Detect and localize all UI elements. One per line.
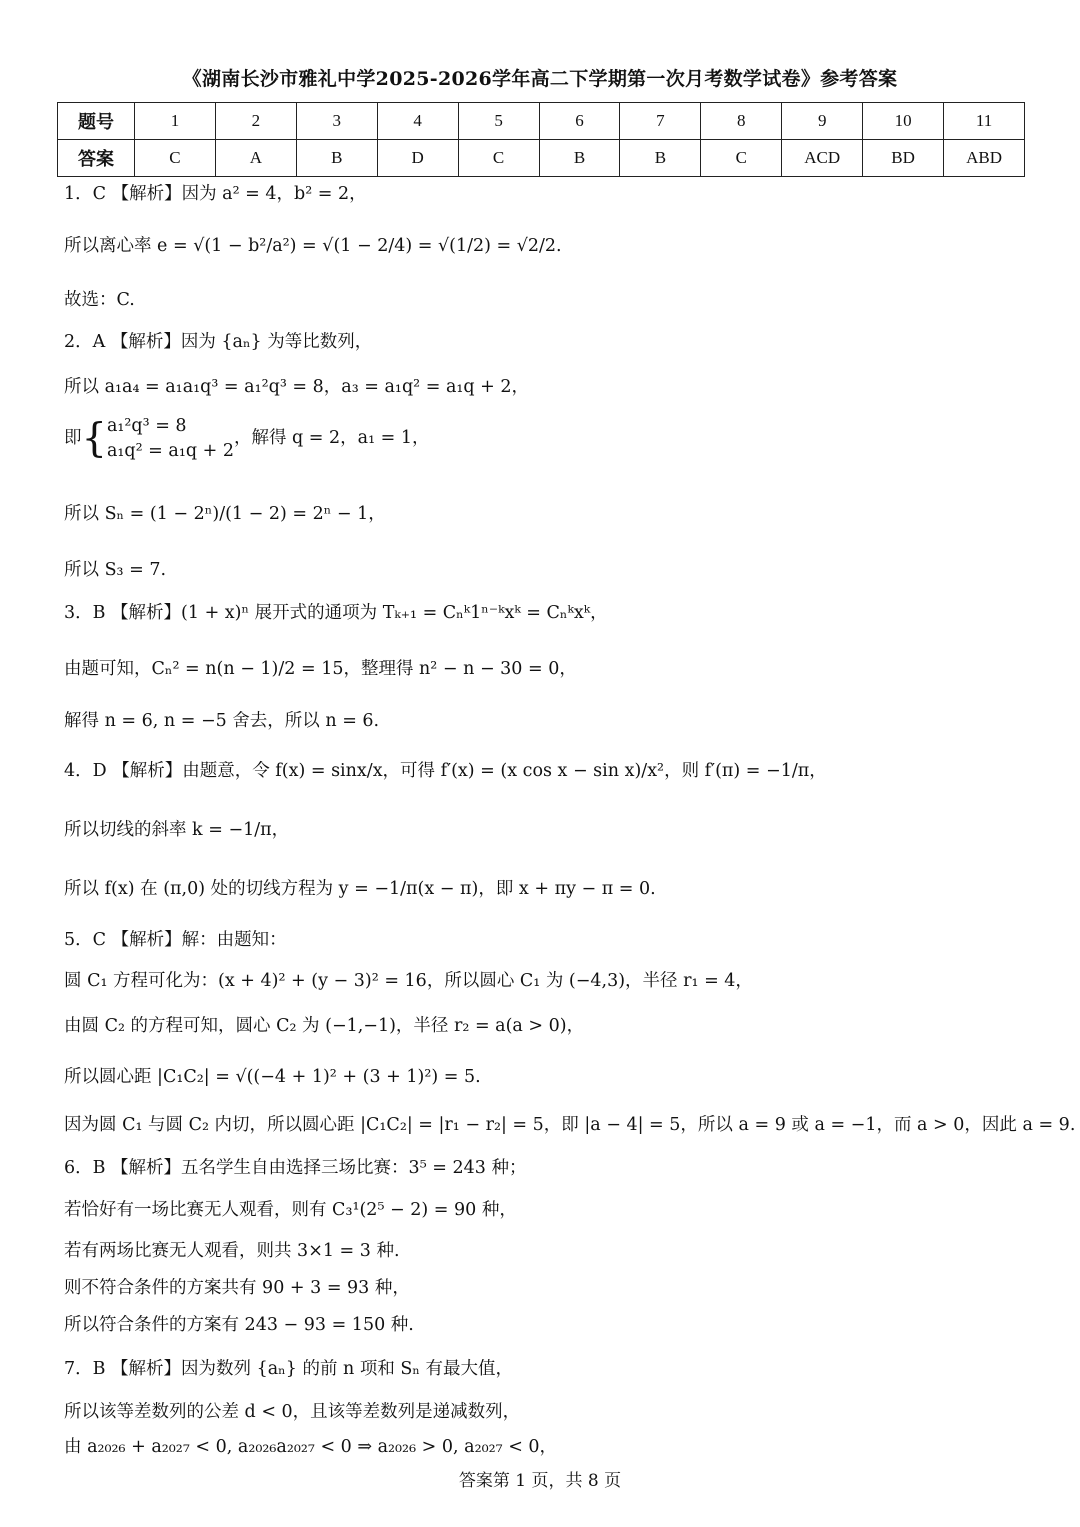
system-eq-2: a₁q² = a₁q + 2	[106, 440, 234, 461]
table-cell: B	[620, 140, 701, 177]
table-cell: C	[701, 140, 782, 177]
solution-line: 所以该等差数列的公差 d < 0，且该等差数列是递减数列，	[64, 1402, 521, 1422]
table-cell: 4	[377, 103, 458, 140]
solution-line: 解得 n = 6, n = −5 舍去，所以 n = 6.	[64, 711, 380, 731]
solution-line: 则不符合条件的方案共有 90 + 3 = 93 种，	[64, 1278, 410, 1298]
table-cell: 9	[782, 103, 863, 140]
row-label: 题号	[58, 103, 135, 140]
table-cell: C	[458, 140, 539, 177]
table-cell: B	[296, 140, 377, 177]
table-cell: 7	[620, 103, 701, 140]
page-footer: 答案第 1 页，共 8 页	[458, 1471, 622, 1491]
equation-system: 即{ a₁²q³ = 8 a₁q² = a₁q + 2 ，解得 q = 2，a₁ = 1，	[64, 415, 430, 462]
table-row-answers	[58, 140, 1025, 177]
system-eq-1: a₁²q³ = 8	[106, 416, 187, 436]
solution-line: 所以 S₃ = 7.	[64, 560, 167, 580]
table-cell: ACD	[782, 140, 863, 177]
row-label: 答案	[58, 140, 135, 177]
table-cell: D	[377, 140, 458, 177]
table-cell: 1	[135, 103, 216, 140]
table-cell: 11	[944, 103, 1025, 140]
solution-line: 所以 Sₙ = (1 − 2ⁿ)/(1 − 2) = 2ⁿ − 1，	[64, 504, 386, 524]
table-cell: BD	[863, 140, 944, 177]
solution-line: 1．C 【解析】因为 a² = 4，b² = 2，	[64, 184, 367, 204]
table-row-numbers	[58, 103, 1025, 140]
solution-line: 因为圆 C₁ 与圆 C₂ 内切，所以圆心距 |C₁C₂| = |r₁ − r₂| = 5，即 |a − 4| = 5，所以 a = 9 或 a = −1，而 a > 0，因此 a = 9.	[64, 1115, 1076, 1135]
table-cell: 8	[701, 103, 782, 140]
solution-line: 若有两场比赛无人观看，则共 3×1 = 3 种.	[64, 1241, 400, 1261]
system-result: ，解得 q = 2，a₁ = 1，	[233, 428, 430, 448]
solution-line: 所以 a₁a₄ = a₁a₁q³ = a₁²q³ = 8，a₃ = a₁q² = a₁q + 2，	[64, 377, 530, 397]
solution-line: 所以 f(x) 在 (π,0) 处的切线方程为 y = −1/π(x − π)，即 x + πy − π = 0.	[64, 879, 656, 899]
table-cell: ABD	[944, 140, 1025, 177]
solution-line: 所以符合条件的方案有 243 − 93 = 150 种.	[64, 1315, 414, 1335]
solution-line: 3．B 【解析】(1 + x)ⁿ 展开式的通项为 Tₖ₊₁ = Cₙᵏ1ⁿ⁻ᵏxᵏ = Cₙᵏxᵏ，	[64, 603, 608, 623]
table-cell: C	[135, 140, 216, 177]
document-title: 《湖南长沙市雅礼中学2025-2026学年高二下学期第一次月考数学试卷》参考答案	[182, 68, 898, 90]
solution-line: 所以离心率 e = √(1 − b²/a²) = √(1 − 2/4) = √(1/2) = √2/2.	[64, 236, 562, 256]
solution-line: 由 a₂₀₂₆ + a₂₀₂₇ < 0, a₂₀₂₆a₂₀₂₇ < 0 ⇒ a₂₀₂₆ > 0, a₂₀₂₇ < 0，	[64, 1437, 558, 1457]
solution-line: 2．A 【解析】因为 {aₙ} 为等比数列，	[64, 332, 373, 352]
answer-table	[57, 102, 1025, 177]
table-cell: 3	[296, 103, 377, 140]
solution-line: 故选：C.	[64, 290, 135, 310]
solution-line: 由题可知，Cₙ² = n(n − 1)/2 = 15，整理得 n² − n − 30 = 0，	[64, 659, 577, 679]
table-cell: 5	[458, 103, 539, 140]
solution-line: 6．B 【解析】五名学生自由选择三场比赛：3⁵ = 243 种；	[64, 1158, 527, 1178]
solution-line: 7．B 【解析】因为数列 {aₙ} 的前 n 项和 Sₙ 有最大值，	[64, 1359, 514, 1379]
solution-line: 所以切线的斜率 k = −1/π，	[64, 820, 290, 840]
table-cell: 6	[539, 103, 620, 140]
table-cell: 10	[863, 103, 944, 140]
table-cell: B	[539, 140, 620, 177]
solution-line: 若恰好有一场比赛无人观看，则有 C₃¹(2⁵ − 2) = 90 种，	[64, 1200, 517, 1220]
solution-line: 由圆 C₂ 的方程可知，圆心 C₂ 为 (−1,−1)，半径 r₂ = a(a > 0)，	[64, 1016, 585, 1036]
solution-line: 4．D 【解析】由题意，令 f(x) = sinx/x，可得 f′(x) = (x cos x − sin x)/x²，则 f′(π) = −1/π，	[64, 761, 827, 781]
table-cell: 2	[215, 103, 296, 140]
solution-line: 圆 C₁ 方程可化为：(x + 4)² + (y − 3)² = 16，所以圆心 C₁ 为 (−4,3)，半径 r₁ = 4，	[64, 971, 753, 991]
solution-line: 5．C 【解析】解：由题知：	[64, 930, 287, 950]
table-cell: A	[215, 140, 296, 177]
solution-line: 所以圆心距 |C₁C₂| = √((−4 + 1)² + (3 + 1)²) = 5.	[64, 1067, 481, 1087]
